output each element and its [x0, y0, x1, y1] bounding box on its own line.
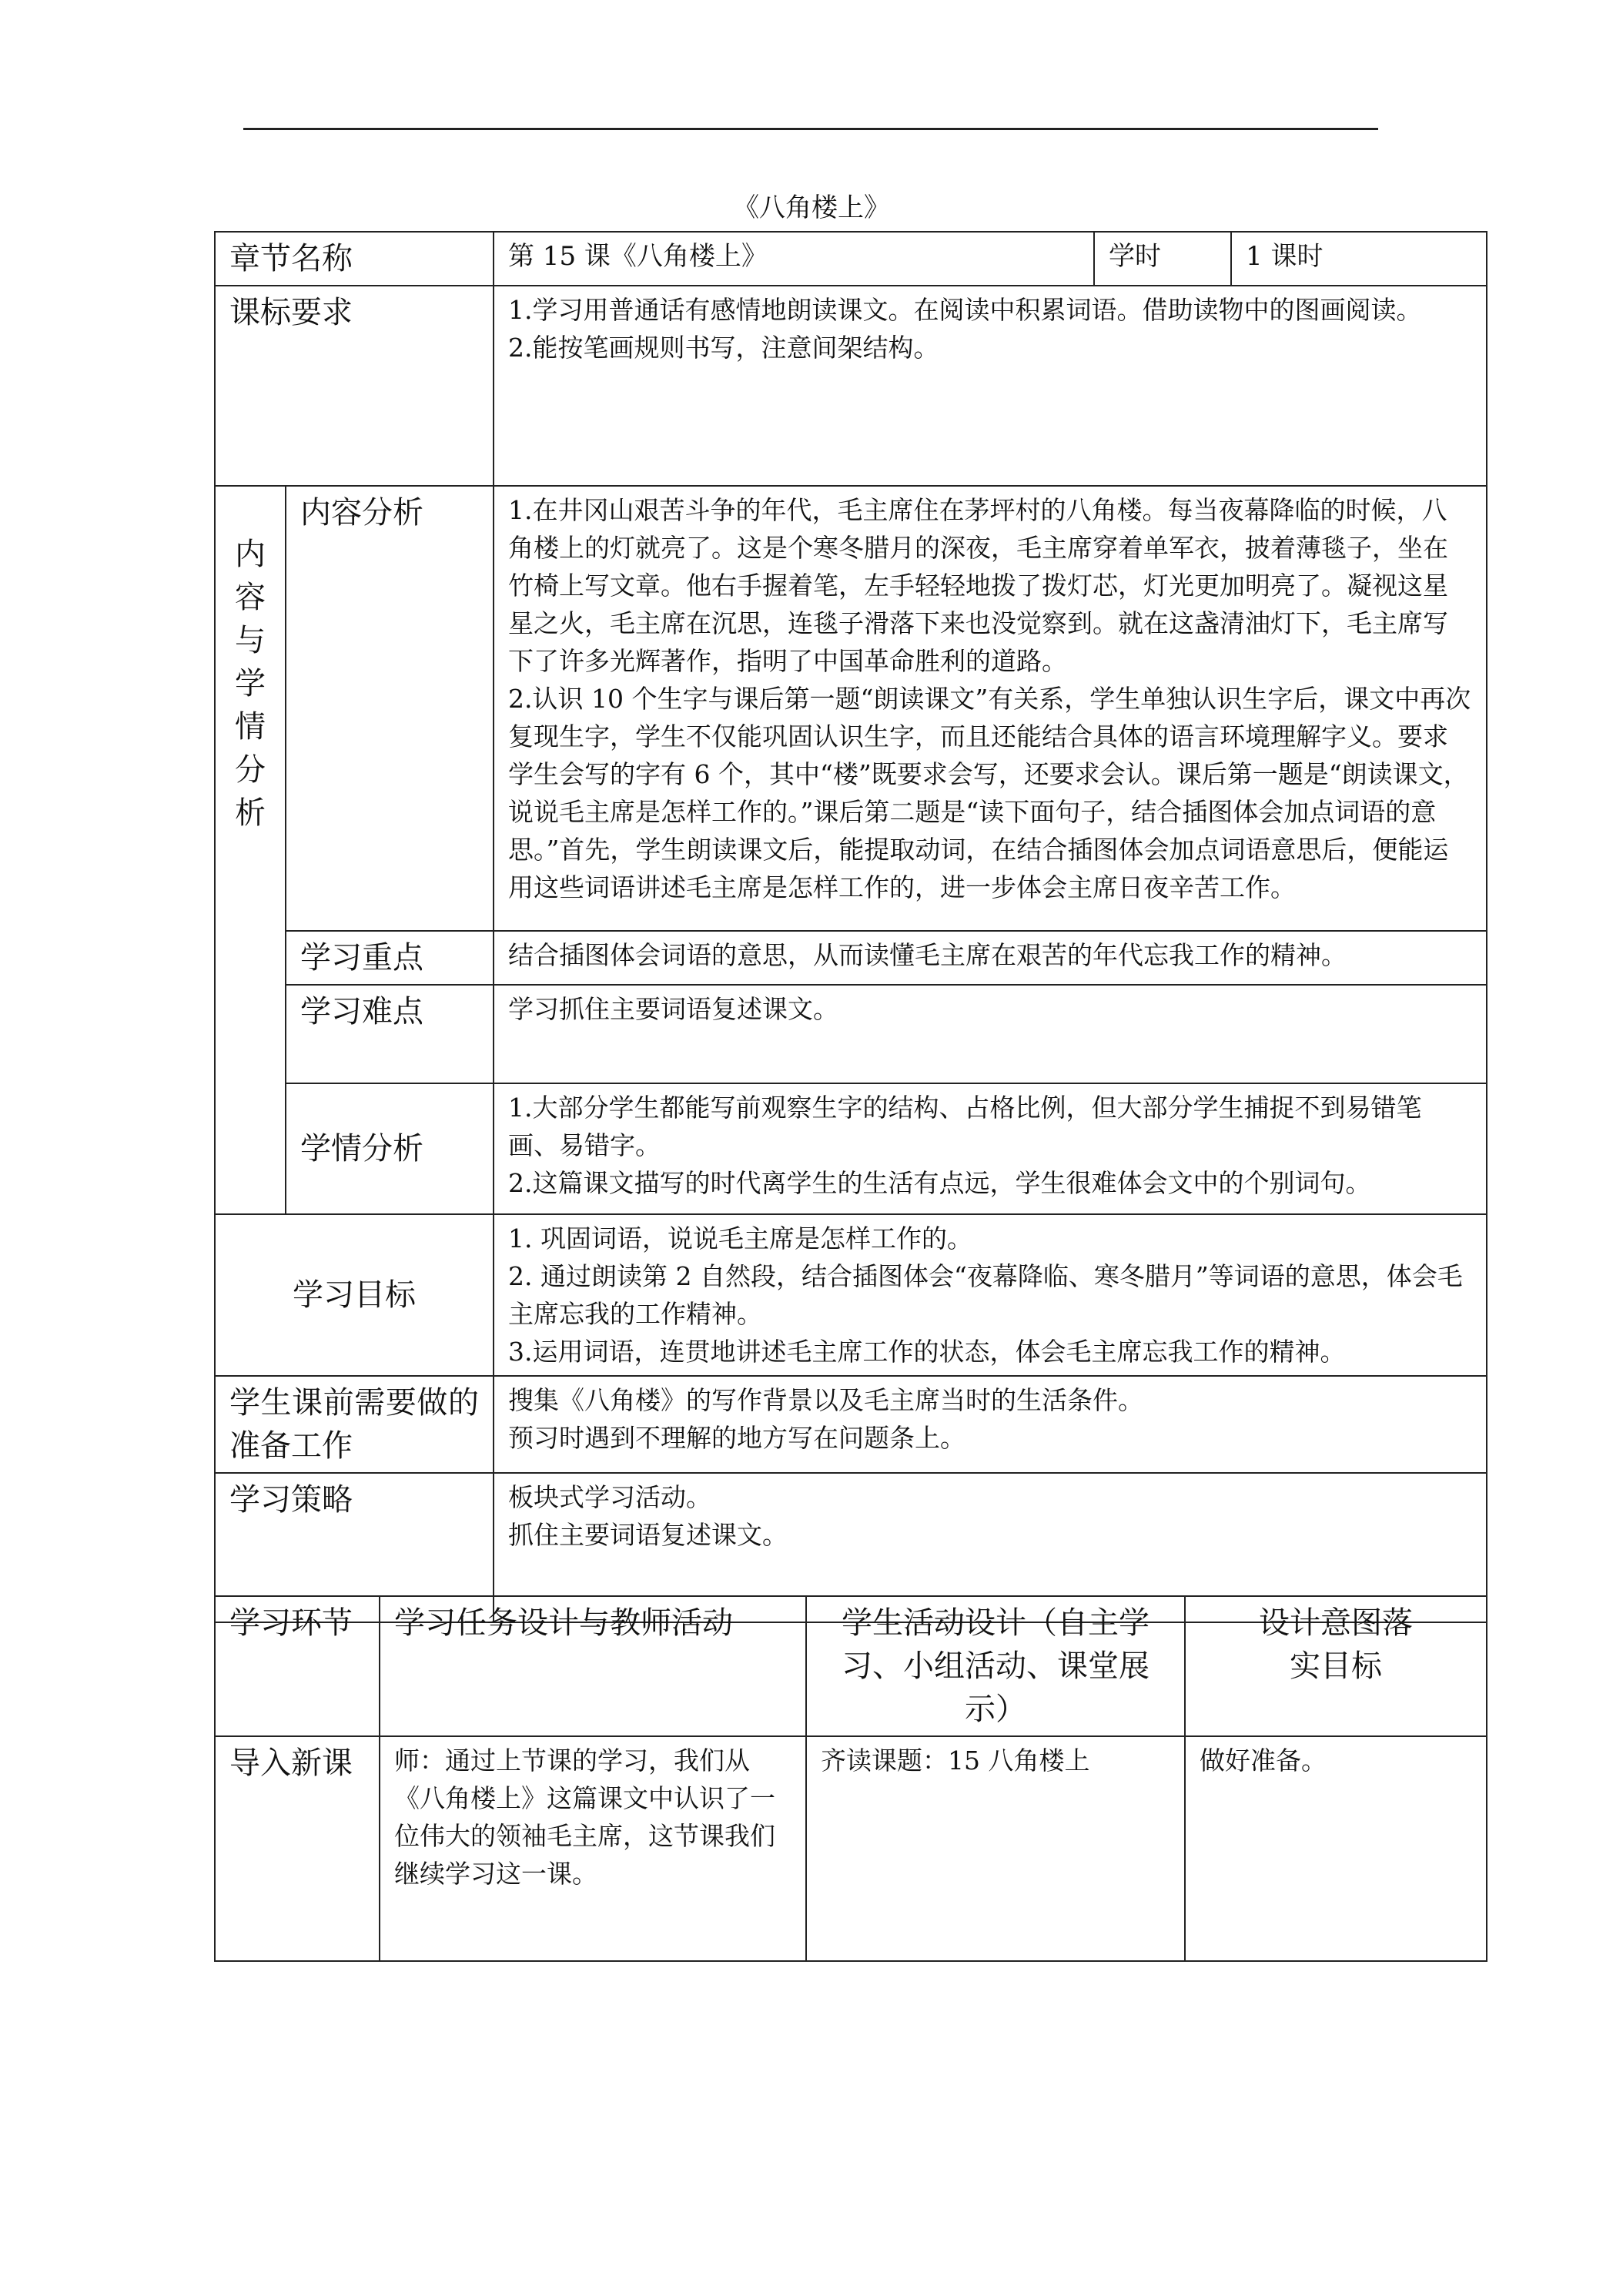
- standard-content: [494, 286, 1487, 486]
- strategy-item: 抓住主要词语复述课文。: [508, 1520, 788, 1550]
- header-student: 学生活动设计（自主学习、小组活动、课堂展示）: [806, 1596, 1185, 1736]
- intent-cell: 做好准备。: [1185, 1736, 1487, 1961]
- student-cell: 齐读课题：15 八角楼上: [806, 1736, 1185, 1961]
- standard-item: 1.学习用普通话有感情地朗读课文。在阅读中积累词语。借助读物中的图画阅读。: [508, 295, 1422, 325]
- learner-content: [494, 1083, 1487, 1214]
- goal-item: 2. 通过朗读第 2 自然段，结合插图体会“夜幕降临、寒冬腊月”等词语的意思，体会毛主席忘我的工作精神。: [508, 1261, 1463, 1329]
- prep-label: 学生课前需要做的准备工作: [215, 1376, 494, 1473]
- key-point-label: 学习重点: [286, 931, 494, 985]
- difficulty-label: 学习难点: [286, 985, 494, 1083]
- header-intent: 设计意图落实目标: [1185, 1596, 1487, 1736]
- teaching-process-table: [214, 1595, 1487, 1962]
- learner-item: 2.这篇课文描写的时代离学生的生活有点远，学生很难体会文中的个别词句。: [508, 1168, 1371, 1198]
- lesson-info-table: [214, 231, 1487, 1623]
- key-point-value: 结合插图体会词语的意思，从而读懂毛主席在艰苦的年代忘我工作的精神。: [494, 931, 1487, 985]
- goal-item: 1. 巩固词语，说说毛主席是怎样工作的。: [508, 1223, 972, 1253]
- goals-label: 学习目标: [215, 1214, 494, 1376]
- header-stage: 学习环节: [215, 1596, 380, 1736]
- content-analysis-item: 2.认识 10 个生字与课后第一题“朗读课文”有关系，学生单独认识生字后，课文中再次复现生字，学生不仅能巩固认识生字，而且还能结合具体的语言环境理解字义。要求学生会写的字有 6 个，其中“楼”既要求会写，还要求会认。课后第一题是“朗读课文，说说毛主席是怎样工作的。”课后第二题是“读下面句子，结合插图体会加点词语的意思。”首先，学生朗读课文后，能提取动词，在结合插图体会加点词语意思后，便能运用这些词语讲述毛主席是怎样工作的，进一步体会主席日夜辛苦工作。: [508, 684, 1471, 902]
- header-teacher: 学习任务设计与教师活动: [380, 1596, 806, 1736]
- difficulty-value: 学习抓住主要词语复述课文。: [494, 985, 1487, 1083]
- chapter-value: 第 15 课《八角楼上》: [494, 232, 1094, 286]
- standard-label: 课标要求: [215, 286, 494, 486]
- prep-item: 预习时遇到不理解的地方写在问题条上。: [508, 1423, 965, 1453]
- teacher-cell: 师：通过上节课的学习，我们从《八角楼上》这篇课文中认识了一位伟大的领袖毛主席，这节课我们继续学习这一课。: [380, 1736, 806, 1961]
- learner-label: 学情分析: [286, 1083, 494, 1214]
- goal-item: 3.运用词语，连贯地讲述毛主席工作的状态，体会毛主席忘我工作的精神。: [508, 1337, 1346, 1367]
- period-label: 学时: [1094, 232, 1231, 286]
- period-value: 1 课时: [1231, 232, 1487, 286]
- content-analysis-content: [494, 486, 1487, 931]
- content-analysis-item: 1.在井冈山艰苦斗争的年代，毛主席住在茅坪村的八角楼。每当夜幕降临的时候，八角楼上的灯就亮了。这是个寒冬腊月的深夜，毛主席穿着单军衣，披着薄毯子，坐在竹椅上写文章。他右手握着笔，左手轻轻地拨了拨灯芯，灯光更加明亮了。凝视这星星之火，毛主席在沉思，连毯子滑落下来也没觉察到。就在这盏清油灯下，毛主席写下了许多光辉著作，指明了中国革命胜利的道路。: [508, 495, 1448, 676]
- stage-cell: 导入新课: [215, 1736, 380, 1961]
- standard-item: 2.能按笔画规则书写，注意间架结构。: [508, 333, 939, 363]
- strategy-item: 板块式学习活动。: [508, 1482, 711, 1512]
- document-title: 《八角楼上》: [733, 192, 890, 223]
- chapter-label: 章节名称: [215, 232, 494, 286]
- prep-content: [494, 1376, 1487, 1473]
- strategy-label: 学习策略: [215, 1473, 494, 1622]
- learner-item: 1.大部分学生都能写前观察生字的结构、占格比例，但大部分学生捕捉不到易错笔画、易错字。: [508, 1093, 1422, 1160]
- analysis-group-label: 内 容 与 学 情 分 析: [215, 486, 286, 1214]
- goals-content: [494, 1214, 1487, 1376]
- prep-item: 搜集《八角楼》的写作背景以及毛主席当时的生活条件。: [508, 1385, 1143, 1415]
- content-analysis-label: 内容分析: [286, 486, 494, 931]
- header-rule: [243, 128, 1378, 130]
